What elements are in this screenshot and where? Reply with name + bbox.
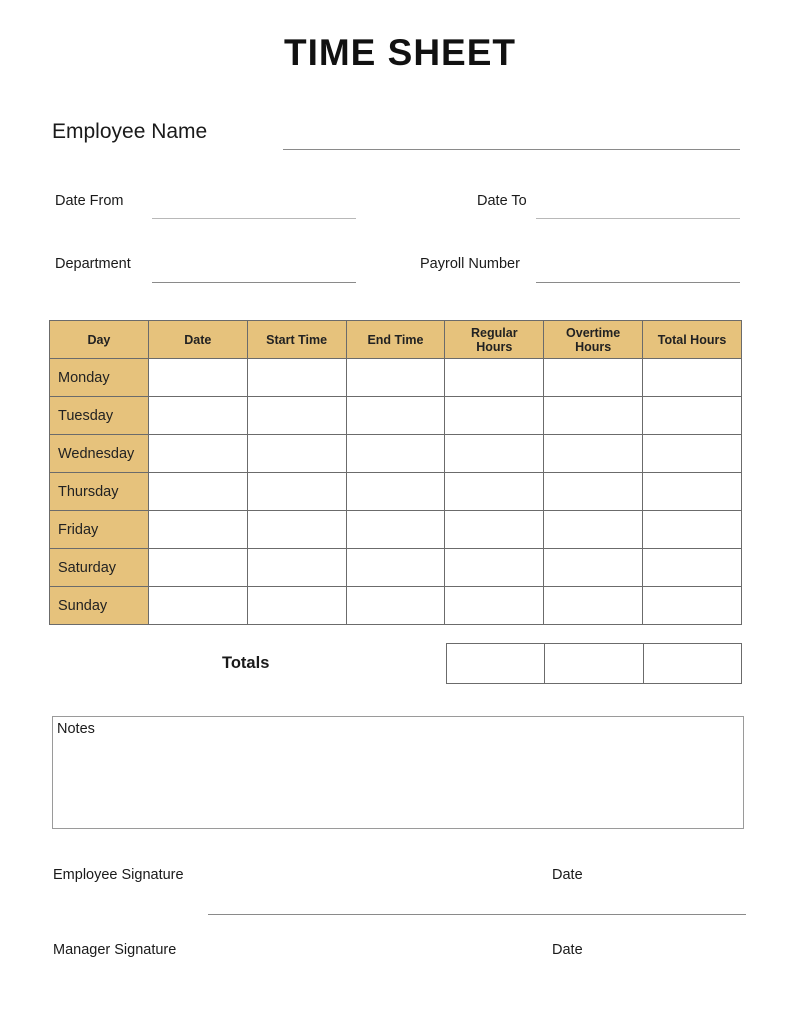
date-cell[interactable] bbox=[148, 435, 247, 473]
end-time-cell[interactable] bbox=[346, 359, 445, 397]
totals-row bbox=[447, 644, 742, 684]
header-overtime-hours bbox=[544, 321, 643, 359]
header-label: Overtime Hours bbox=[566, 325, 621, 354]
employee-name-label: Employee Name bbox=[52, 120, 208, 143]
date-cell[interactable] bbox=[148, 549, 247, 587]
header-end-time bbox=[346, 321, 445, 359]
department-line[interactable] bbox=[152, 282, 356, 283]
end-time-cell[interactable] bbox=[346, 435, 445, 473]
header-regular-hours bbox=[445, 321, 544, 359]
regular-hours-cell[interactable] bbox=[445, 587, 544, 625]
payroll-number-label: Payroll Number bbox=[420, 256, 520, 272]
total-hours-cell[interactable] bbox=[643, 644, 741, 684]
overtime-hours-cell[interactable] bbox=[544, 511, 643, 549]
header-label: Date bbox=[184, 332, 212, 347]
date-from-line[interactable] bbox=[152, 218, 356, 219]
total-regular-hours-cell[interactable] bbox=[447, 644, 545, 684]
header-day bbox=[50, 321, 149, 359]
totals-label: Totals bbox=[222, 654, 270, 672]
regular-hours-cell[interactable] bbox=[445, 549, 544, 587]
date-cell[interactable] bbox=[148, 397, 247, 435]
date-cell[interactable] bbox=[148, 359, 247, 397]
start-time-cell[interactable] bbox=[247, 511, 346, 549]
end-time-cell[interactable] bbox=[346, 511, 445, 549]
day-cell: Wednesday bbox=[50, 435, 149, 473]
header-start-time bbox=[247, 321, 346, 359]
header-label: Day bbox=[87, 332, 111, 347]
employee-signature-label: Employee Signature bbox=[53, 867, 184, 883]
total-hours-cell[interactable] bbox=[643, 397, 742, 435]
date-to-line[interactable] bbox=[536, 218, 740, 219]
payroll-number-line[interactable] bbox=[536, 282, 740, 283]
overtime-hours-cell[interactable] bbox=[544, 359, 643, 397]
overtime-hours-cell[interactable] bbox=[544, 587, 643, 625]
table-row bbox=[50, 473, 742, 511]
date-to-label: Date To bbox=[477, 193, 527, 209]
end-time-cell[interactable] bbox=[346, 587, 445, 625]
overtime-hours-cell[interactable] bbox=[544, 435, 643, 473]
start-time-cell[interactable] bbox=[247, 549, 346, 587]
end-time-cell[interactable] bbox=[346, 549, 445, 587]
totals-table bbox=[446, 643, 742, 684]
regular-hours-cell[interactable] bbox=[445, 397, 544, 435]
day-cell: Friday bbox=[50, 511, 149, 549]
regular-hours-cell[interactable] bbox=[445, 435, 544, 473]
regular-hours-cell[interactable] bbox=[445, 359, 544, 397]
date-from-label: Date From bbox=[55, 193, 124, 209]
notes-label: Notes bbox=[57, 721, 95, 737]
total-overtime-hours-cell[interactable] bbox=[545, 644, 643, 684]
header-label: Regular Hours bbox=[471, 325, 518, 354]
table-row bbox=[50, 587, 742, 625]
day-cell: Sunday bbox=[50, 587, 149, 625]
day-cell: Monday bbox=[50, 359, 149, 397]
department-label: Department bbox=[55, 256, 131, 272]
total-hours-cell[interactable] bbox=[643, 549, 742, 587]
table-header-row bbox=[50, 321, 742, 359]
date-cell[interactable] bbox=[148, 511, 247, 549]
employee-name-line[interactable] bbox=[283, 149, 740, 150]
total-hours-cell[interactable] bbox=[643, 587, 742, 625]
timesheet-table bbox=[49, 320, 742, 625]
page-title: TIME SHEET bbox=[283, 32, 517, 73]
date-cell[interactable] bbox=[148, 587, 247, 625]
overtime-hours-cell[interactable] bbox=[544, 549, 643, 587]
overtime-hours-cell[interactable] bbox=[544, 397, 643, 435]
day-cell: Saturday bbox=[50, 549, 149, 587]
start-time-cell[interactable] bbox=[247, 359, 346, 397]
date-cell[interactable] bbox=[148, 473, 247, 511]
header-label: Start Time bbox=[266, 332, 328, 347]
notes-box[interactable] bbox=[52, 716, 744, 829]
manager-signature-label: Manager Signature bbox=[53, 942, 177, 958]
total-hours-cell[interactable] bbox=[643, 359, 742, 397]
header-date bbox=[148, 321, 247, 359]
table-row bbox=[50, 435, 742, 473]
signature-line[interactable] bbox=[208, 914, 746, 915]
start-time-cell[interactable] bbox=[247, 473, 346, 511]
start-time-cell[interactable] bbox=[247, 397, 346, 435]
header-label: Total Hours bbox=[657, 332, 727, 347]
end-time-cell[interactable] bbox=[346, 473, 445, 511]
day-cell: Thursday bbox=[50, 473, 149, 511]
total-hours-cell[interactable] bbox=[643, 511, 742, 549]
table-row bbox=[50, 511, 742, 549]
day-cell: Tuesday bbox=[50, 397, 149, 435]
overtime-hours-cell[interactable] bbox=[544, 473, 643, 511]
manager-signature-date-label: Date bbox=[552, 942, 583, 958]
header-total-hours bbox=[643, 321, 742, 359]
table-row bbox=[50, 359, 742, 397]
regular-hours-cell[interactable] bbox=[445, 511, 544, 549]
start-time-cell[interactable] bbox=[247, 435, 346, 473]
total-hours-cell[interactable] bbox=[643, 435, 742, 473]
employee-signature-date-label: Date bbox=[552, 867, 583, 883]
header-label: End Time bbox=[367, 332, 424, 347]
end-time-cell[interactable] bbox=[346, 397, 445, 435]
table-row bbox=[50, 397, 742, 435]
total-hours-cell[interactable] bbox=[643, 473, 742, 511]
table-row bbox=[50, 549, 742, 587]
start-time-cell[interactable] bbox=[247, 587, 346, 625]
regular-hours-cell[interactable] bbox=[445, 473, 544, 511]
